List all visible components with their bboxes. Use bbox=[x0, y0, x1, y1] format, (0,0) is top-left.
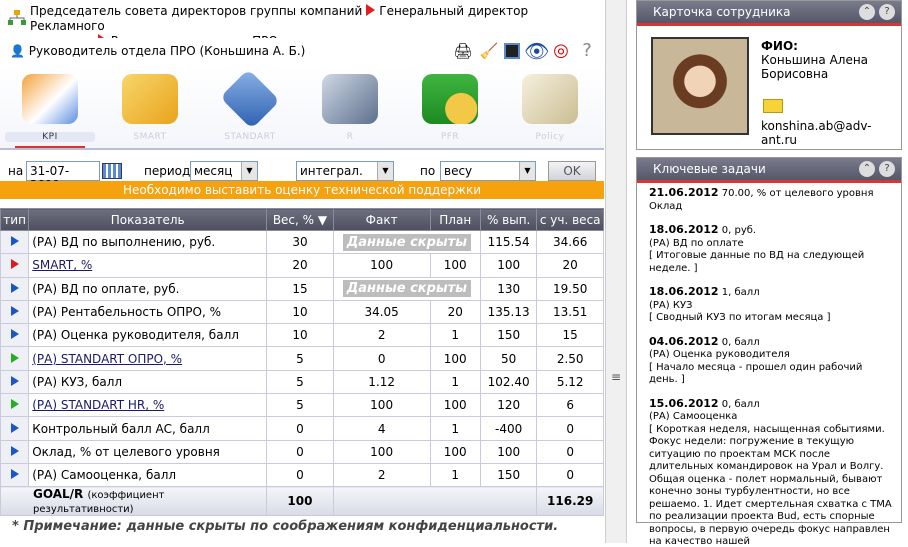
sort-value: весу bbox=[444, 164, 472, 178]
plan-cell: 1 bbox=[430, 370, 480, 393]
row-type bbox=[1, 300, 29, 323]
date-input[interactable]: 31-07- bbox=[26, 161, 100, 181]
percent-cell: 100 bbox=[480, 254, 536, 277]
table-row[interactable] bbox=[1, 254, 604, 277]
key-tasks-list bbox=[637, 183, 901, 547]
task-name: (РА) ВД по оплате bbox=[649, 238, 744, 249]
indicator-name bbox=[29, 440, 267, 463]
play-red-icon[interactable] bbox=[11, 259, 19, 269]
sort-label: по bbox=[420, 164, 435, 178]
goal-icon bbox=[220, 69, 280, 129]
weighted-cell: 34.66 bbox=[537, 231, 604, 254]
plan-cell: 100 bbox=[430, 440, 480, 463]
task-item[interactable] bbox=[649, 187, 893, 213]
total-sub: (коэффициент результативности) bbox=[33, 490, 164, 515]
row-type bbox=[1, 231, 29, 254]
play-blue-icon[interactable] bbox=[11, 446, 19, 456]
employee-email[interactable]: konshina.ab@adv-ant.ru bbox=[761, 119, 901, 147]
indicator-name bbox=[29, 463, 267, 486]
row-type bbox=[1, 417, 29, 440]
percent-cell: 135.13 bbox=[480, 300, 536, 323]
eye-icon[interactable]: 👁 bbox=[524, 40, 546, 62]
table-row[interactable] bbox=[1, 370, 604, 393]
percent-cell: 150 bbox=[480, 324, 536, 347]
indicator-text: (РА) ВД по выполнению, руб. bbox=[32, 235, 215, 249]
weight-cell: 0 bbox=[267, 440, 334, 463]
column-header: Показатель bbox=[29, 209, 267, 231]
tab-r[interactable] bbox=[305, 70, 395, 146]
play-blue-icon[interactable] bbox=[11, 423, 19, 433]
tab-pfr-label: PFR bbox=[405, 132, 495, 142]
task-name: (РА) КУЗ bbox=[649, 300, 692, 311]
weight-cell: 10 bbox=[267, 300, 334, 323]
fact-cell: 100 bbox=[333, 254, 430, 277]
kpi-table bbox=[0, 208, 604, 516]
weighted-cell: 13.51 bbox=[537, 300, 604, 323]
fact-cell: 2 bbox=[333, 324, 430, 347]
plan-cell: 1 bbox=[430, 463, 480, 486]
hidden-data-label: Данные скрыты bbox=[343, 234, 471, 251]
task-name: (РА) Оценка руководителя bbox=[649, 349, 790, 360]
task-name: (РА) Самооценка bbox=[649, 411, 737, 422]
task-date: 15.06.2012 bbox=[649, 397, 719, 410]
filter-bar bbox=[0, 160, 604, 182]
task-comment: [ Итоговые данные по ВД на следующей неделе. ] bbox=[649, 250, 864, 274]
tab-kpi[interactable] bbox=[5, 70, 95, 146]
indicator-text: (РА) Рентабельность ОПРО, % bbox=[32, 305, 221, 319]
table-row[interactable] bbox=[1, 394, 604, 417]
breadcrumb-link-2[interactable]: Генеральный директор Рекламного bbox=[30, 4, 528, 33]
row-type bbox=[1, 440, 29, 463]
tab-smart[interactable] bbox=[105, 70, 195, 146]
tab-r-label: R bbox=[305, 132, 395, 142]
total-row bbox=[1, 487, 604, 516]
row-type bbox=[1, 347, 29, 370]
employee-name-block bbox=[761, 39, 868, 81]
indicator-text: (РА) Самооценка, балл bbox=[32, 468, 176, 482]
table-row[interactable] bbox=[1, 300, 604, 323]
table-row[interactable] bbox=[1, 417, 604, 440]
percent-cell: 115.54 bbox=[480, 231, 536, 254]
toolbar bbox=[452, 40, 598, 62]
column-header: с уч. веса bbox=[537, 209, 604, 231]
employee-card-header bbox=[637, 1, 901, 23]
hidden-data-label: Данные скрыты bbox=[343, 280, 471, 297]
tab-kpi-label: KPI bbox=[5, 132, 95, 142]
mode-value: интеграл. bbox=[300, 164, 363, 178]
sort-select[interactable] bbox=[440, 161, 536, 181]
key-tasks-title: Ключевые задачи bbox=[653, 162, 766, 176]
weight-cell: 0 bbox=[267, 463, 334, 486]
hidden-data-cell bbox=[333, 231, 480, 254]
task-item[interactable] bbox=[649, 336, 893, 387]
row-type bbox=[1, 254, 29, 277]
play-blue-icon[interactable] bbox=[11, 469, 19, 479]
tab-smart-label: SMART bbox=[105, 132, 195, 142]
task-date: 18.06.2012 bbox=[649, 285, 719, 298]
mail-icon[interactable] bbox=[763, 99, 783, 113]
indicator-link[interactable]: (РА) STANDART HR, % bbox=[32, 398, 164, 412]
table-row[interactable] bbox=[1, 463, 604, 486]
warning-banner: Необходимо выставить оценку технической поддержки bbox=[0, 181, 604, 199]
plan-cell: 100 bbox=[430, 347, 480, 370]
total-empty bbox=[333, 487, 537, 516]
fact-cell: 100 bbox=[333, 440, 430, 463]
task-value: 0, балл bbox=[722, 399, 760, 410]
column-header: Факт bbox=[333, 209, 430, 231]
fio-label: ФИО: bbox=[761, 39, 798, 53]
employee-name-1: Коньшина Алена bbox=[761, 53, 868, 67]
tab-policy[interactable] bbox=[505, 70, 595, 146]
tab-standart[interactable] bbox=[205, 70, 295, 146]
row-type bbox=[1, 463, 29, 486]
indicator-name[interactable] bbox=[29, 347, 267, 370]
org-chart-icon bbox=[8, 10, 26, 26]
ok-button[interactable]: OK bbox=[548, 161, 596, 181]
plan-cell: 20 bbox=[430, 300, 480, 323]
plan-cell: 100 bbox=[430, 394, 480, 417]
weight-cell: 15 bbox=[267, 277, 334, 300]
percent-cell: 130 bbox=[480, 277, 536, 300]
weighted-cell: 19.50 bbox=[537, 277, 604, 300]
weighted-cell: 0 bbox=[537, 440, 604, 463]
percent-cell: 120 bbox=[480, 394, 536, 417]
weighted-cell: 6 bbox=[537, 394, 604, 417]
task-item[interactable] bbox=[649, 286, 893, 325]
folder-icon bbox=[122, 74, 178, 124]
task-comment: [ Короткая неделя, насыщенная событиями. Фокус недели: погружение в текущую ситуацию по проектам МСК после длительных командировок на Урал и Волгу. Общая оценка - полет нормальный, бывают конечно зоны турбулентности, но все решаемо. 1. Идет смертельная схватка с ТМА по реализации проекта Bud, есть спорные вопросы, в первую очередь фокус направлен на качество нашей bbox=[649, 424, 892, 547]
total-label: GOAL/R bbox=[33, 487, 83, 501]
period-value: месяц bbox=[194, 164, 232, 178]
task-item[interactable] bbox=[649, 224, 893, 275]
total-label-cell bbox=[1, 487, 267, 516]
weighted-cell: 5.12 bbox=[537, 370, 604, 393]
tab-policy-label: Policy bbox=[505, 132, 595, 142]
weight-cell: 0 bbox=[267, 417, 334, 440]
weighted-cell: 0 bbox=[537, 463, 604, 486]
indicator-name bbox=[29, 277, 267, 300]
row-type bbox=[1, 324, 29, 347]
splitter-grip-icon: ≡ bbox=[611, 370, 621, 384]
indicator-name bbox=[29, 370, 267, 393]
weight-cell: 10 bbox=[267, 324, 334, 347]
task-name: Оклад bbox=[649, 201, 682, 212]
percent-cell: 102.40 bbox=[480, 370, 536, 393]
fact-cell: 1.12 bbox=[333, 370, 430, 393]
tab-standart-label: STANDART bbox=[205, 132, 295, 142]
fact-cell: 100 bbox=[333, 394, 430, 417]
employee-photo bbox=[651, 37, 749, 135]
percent-cell: 150 bbox=[480, 463, 536, 486]
row-type bbox=[1, 370, 29, 393]
help-icon[interactable]: ? bbox=[879, 161, 895, 177]
indicator-link[interactable]: SMART, % bbox=[32, 258, 92, 272]
task-comment: [ Начало месяца - прошел один рабочий день. ] bbox=[649, 362, 862, 386]
tab-bar bbox=[0, 66, 604, 148]
task-date: 21.06.2012 bbox=[649, 186, 719, 199]
fact-cell: 34.05 bbox=[333, 300, 430, 323]
weight-cell: 30 bbox=[267, 231, 334, 254]
current-user-label: 👤 Руководитель отдела ПРО (Коньшина А. Б.) bbox=[10, 44, 305, 58]
date-label: на bbox=[8, 164, 23, 178]
weighted-cell: 20 bbox=[537, 254, 604, 277]
money-icon bbox=[422, 74, 478, 124]
hidden-data-cell bbox=[333, 277, 480, 300]
column-header[interactable] bbox=[267, 209, 334, 231]
column-header: тип bbox=[1, 209, 29, 231]
table-row[interactable] bbox=[1, 231, 604, 254]
row-type bbox=[1, 277, 29, 300]
column-header: % вып. bbox=[480, 209, 536, 231]
mode-select[interactable] bbox=[296, 161, 394, 181]
fact-cell: 2 bbox=[333, 463, 430, 486]
fact-cell: 4 bbox=[333, 417, 430, 440]
plan-cell: 1 bbox=[430, 324, 480, 347]
percent-cell: 50 bbox=[480, 347, 536, 370]
splitter[interactable] bbox=[605, 0, 627, 543]
help-icon[interactable]: ? bbox=[576, 40, 598, 62]
weighted-cell: 2.50 bbox=[537, 347, 604, 370]
task-comment: [ Сводный КУЗ по итогам месяца ] bbox=[649, 312, 831, 323]
column-header-label: Вес, % bbox=[273, 213, 314, 227]
play-blue-icon[interactable] bbox=[11, 283, 19, 293]
indicator-link[interactable]: (РА) STANDART ОПРО, % bbox=[32, 352, 182, 366]
key-tasks-panel bbox=[636, 157, 902, 523]
scroll-icon bbox=[522, 74, 578, 124]
weighted-cell: 0 bbox=[537, 417, 604, 440]
period-select[interactable] bbox=[190, 161, 258, 181]
weight-cell: 5 bbox=[267, 370, 334, 393]
rating-icon bbox=[322, 74, 378, 124]
indicator-text: Контрольный балл АС, балл bbox=[32, 422, 210, 436]
play-blue-icon[interactable] bbox=[11, 376, 19, 386]
breadcrumb bbox=[4, 4, 600, 36]
play-green-icon[interactable] bbox=[11, 399, 19, 409]
chart-warning-icon bbox=[22, 74, 78, 124]
table-row[interactable] bbox=[1, 324, 604, 347]
play-blue-icon[interactable] bbox=[11, 236, 19, 246]
indicator-text: (РА) ВД по оплате, руб. bbox=[32, 282, 179, 296]
film-icon[interactable] bbox=[504, 43, 520, 59]
task-item[interactable] bbox=[649, 398, 893, 547]
employee-card-title: Карточка сотрудника bbox=[653, 5, 791, 19]
total-weighted: 116.29 bbox=[537, 487, 604, 516]
employee-name-2: Борисовна bbox=[761, 67, 828, 81]
broom-icon[interactable]: 🧹 bbox=[478, 40, 500, 62]
period-label: период bbox=[144, 164, 190, 178]
sort-desc-icon[interactable]: ▼ bbox=[314, 213, 327, 227]
indicator-name bbox=[29, 231, 267, 254]
play-blue-icon[interactable] bbox=[11, 306, 19, 316]
indicator-text: (РА) Оценка руководителя, балл bbox=[32, 328, 239, 342]
indicator-text: Оклад, % от целевого уровня bbox=[32, 445, 220, 459]
footnote: * Примечание: данные скрыты по соображениям конфиденциальности. bbox=[12, 519, 558, 534]
task-value: 0, балл bbox=[722, 337, 760, 348]
printer-icon[interactable]: 🖨 bbox=[452, 40, 474, 62]
plan-cell: 1 bbox=[430, 417, 480, 440]
weight-cell: 5 bbox=[267, 394, 334, 417]
task-value: 70.00, % от целевого уровня bbox=[722, 188, 874, 199]
weighted-cell: 15 bbox=[537, 324, 604, 347]
percent-cell: 100 bbox=[480, 440, 536, 463]
dropdown-arrow-icon: ▼ bbox=[241, 162, 257, 180]
tab-divider bbox=[0, 148, 604, 150]
calendar-icon[interactable] bbox=[102, 163, 122, 179]
user-bar bbox=[0, 38, 604, 64]
indicator-name[interactable] bbox=[29, 394, 267, 417]
play-green-icon[interactable] bbox=[11, 353, 19, 363]
breadcrumb-arrow-icon bbox=[366, 4, 375, 16]
collapse-icon[interactable]: ⌃ bbox=[859, 161, 875, 177]
fact-cell: 0 bbox=[333, 347, 430, 370]
breadcrumb-link-1[interactable]: Председатель совета директоров группы компаний bbox=[30, 4, 362, 18]
indicator-name bbox=[29, 324, 267, 347]
weight-cell: 5 bbox=[267, 347, 334, 370]
key-tasks-header bbox=[637, 158, 901, 180]
play-blue-icon[interactable] bbox=[11, 329, 19, 339]
row-type bbox=[1, 394, 29, 417]
table-row[interactable] bbox=[1, 440, 604, 463]
collapse-icon[interactable]: ⌃ bbox=[859, 4, 875, 20]
employee-card bbox=[636, 0, 902, 150]
dropdown-arrow-icon: ▼ bbox=[377, 162, 393, 180]
user-name: Руководитель отдела ПРО (Коньшина А. Б.) bbox=[29, 44, 306, 58]
weight-cell: 20 bbox=[267, 254, 334, 277]
total-weight: 100 bbox=[267, 487, 334, 516]
indicator-text: (РА) КУЗ, балл bbox=[32, 375, 122, 389]
column-header: План bbox=[430, 209, 480, 231]
indicator-name bbox=[29, 417, 267, 440]
table-row[interactable] bbox=[1, 277, 604, 300]
help-icon[interactable]: ? bbox=[879, 4, 895, 20]
task-value: 0, руб. bbox=[722, 225, 756, 236]
table-row[interactable] bbox=[1, 347, 604, 370]
task-value: 1, балл bbox=[722, 287, 760, 298]
target-icon[interactable]: ◎ bbox=[550, 40, 572, 62]
indicator-name bbox=[29, 300, 267, 323]
plan-cell: 100 bbox=[430, 254, 480, 277]
percent-cell: -400 bbox=[480, 417, 536, 440]
header-underline bbox=[637, 23, 901, 26]
task-date: 18.06.2012 bbox=[649, 223, 719, 236]
dropdown-arrow-icon: ▼ bbox=[519, 162, 535, 180]
tab-pfr[interactable] bbox=[405, 70, 495, 146]
indicator-name[interactable] bbox=[29, 254, 267, 277]
task-date: 04.06.2012 bbox=[649, 335, 719, 348]
